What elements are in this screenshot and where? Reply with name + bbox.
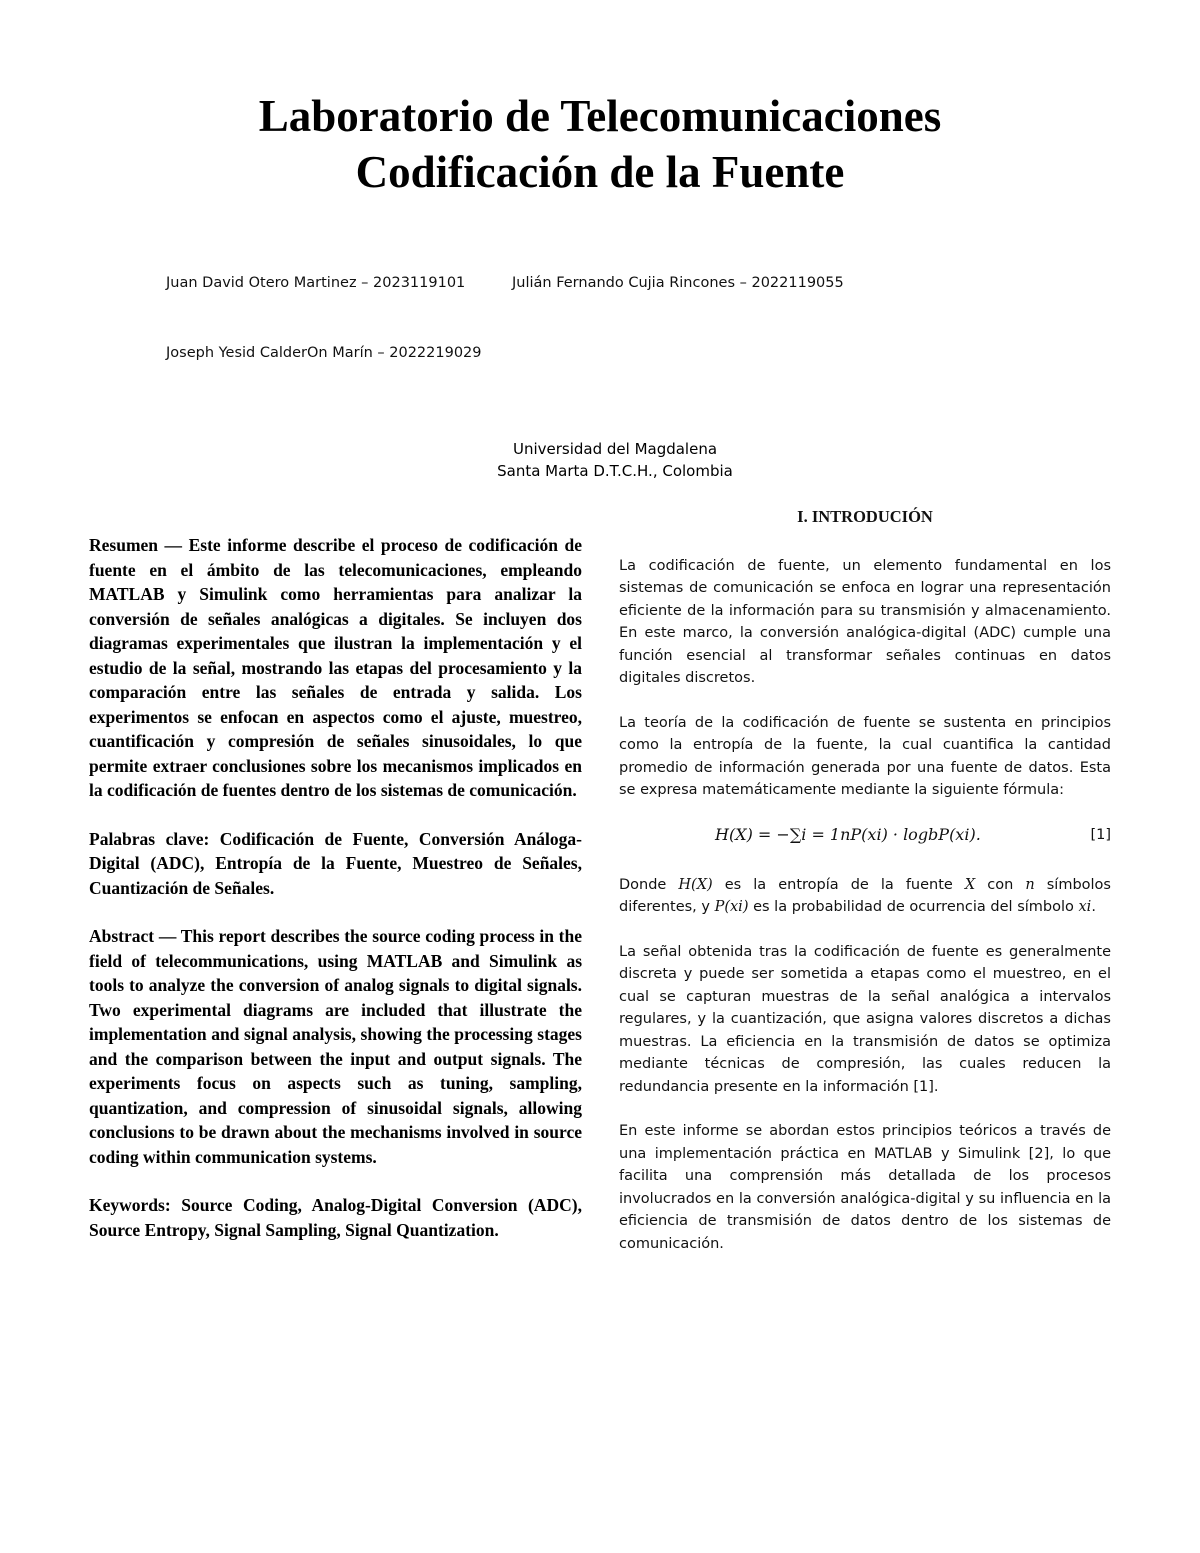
university: Universidad del Magdalena — [512, 440, 718, 458]
p3-text-c: con — [975, 876, 1026, 893]
formula-number: [1] — [1090, 826, 1111, 843]
math-n: n — [1025, 876, 1035, 893]
math-xi: xi — [1078, 899, 1092, 915]
author-2: Julián Fernando Cujia Rincones – 2022119055 — [512, 275, 844, 291]
palabras-clave: Palabras clave: Codificación de Fuente, Conversión Análoga-Digital (ADC), Entropía de la Fuente, Muestreo de Señales, Cuantización de Señales. — [89, 828, 582, 898]
formula-expression: H(X) = −∑i = 1nP(xi) · logbP(xi). — [715, 824, 981, 844]
keywords: Keywords: Source Coding, Analog-Digital Conversion (ADC), Source Entropy, Signal Sampling, Signal Quantization. — [89, 1195, 582, 1240]
math-x: X — [964, 876, 976, 893]
abstract: Abstract — This report describes the source coding process in the field of telecommunications, using MATLAB and Simulink as tools to analyze the conversion of analog signals to digital signals. Two experimental diagrams are included that illustrate the implementation and signal analysis, showing the processing stages and the comparison between the input and output signals. The experiments focus on aspects such as tuning, sampling, quantization, and compression of sinusoidal signals, allowing conclusions to be drawn about the mechanisms involved in source coding within communication systems. — [89, 926, 582, 1167]
title-line-2: Codificación de la Fuente — [355, 147, 845, 197]
intro-paragraph-3 — [619, 874, 1111, 919]
paper-title — [0, 88, 1200, 200]
author-1: Juan David Otero Martinez – 2023119101 — [166, 275, 466, 291]
resumen: Resumen — Este informe describe el proceso de codificación de fuente en el ámbito de las telecomunicaciones, empleando MATLAB y Simulink como herramientas para analizar la conversión de señales analógicas a digitales. Se incluyen dos diagramas experimentales que ilustran la implementación y el estudio de la señal, mostrando las etapas del procesamiento y la comparación entre las señales de entrada y salida. Los experimentos se enfocan en aspectos como el ajuste, muestreo, cuantificación y compresión de señales sinusoidales, lo que permite extraer conclusiones sobre los mecanismos implicados en la codificación de fuentes dentro de los sistemas de comunicación. — [89, 535, 582, 800]
right-column — [619, 506, 1111, 1277]
title-line-1: Laboratorio de Telecomunicaciones — [258, 91, 942, 141]
city: Santa Marta D.T.C.H., Colombia — [497, 462, 733, 480]
intro-paragraph-1: La codificación de fuente, un elemento fundamental en los sistemas de comunicación se enfoca en lograr una representación eficiente de la información para su transmisión y almacenamiento. En este marco, la conversión analógica-digital (ADC) cumple una función esencial al transformar señales continuas en datos digitales discretos. — [619, 557, 1111, 686]
p3-text-f: . — [1091, 899, 1096, 915]
math-pxi: P(xi) — [714, 899, 749, 915]
intro-paragraph-4: La señal obtenida tras la codificación de fuente es generalmente discreta y puede ser sometida a etapas como el muestreo, en el cual se capturan muestras de la señal analógica a intervalos regulares, y la cuantización, que asigna valores discretos a dichas muestras. La eficiencia en la transmisión de datos se optimiza mediante técnicas de compresión, las cuales reducen la redundancia presente en la información [1]. — [619, 943, 1111, 1095]
intro-paragraph-5: En este informe se abordan estos principios teóricos a través de una implementación práctica en MATLAB y Simulink [2], lo que facilita una comprensión más detallada de los procesos involucrados en la conversión analógica-digital y su influencia en la eficiencia de transmisión de datos dentro de los sistemas de comunicación. — [619, 1123, 1111, 1252]
p3-text-d: símbolos diferentes, y — [619, 876, 1111, 915]
entropy-formula — [619, 824, 1111, 850]
section-heading: I. INTRODUCIÓN — [797, 507, 933, 526]
left-column — [89, 533, 582, 1266]
p3-text-a: Donde — [619, 876, 679, 893]
author-3: Joseph Yesid CalderOn Marín – 2022219029 — [166, 345, 482, 361]
intro-paragraph-2: La teoría de la codificación de fuente se sustenta en principios como la entropía de la fuente, la cual cuantifica la cantidad promedio de información generada por una fuente de datos. Esta se expresa matemáticamente mediante la siguiente fórmula: — [619, 714, 1111, 798]
affiliation — [0, 438, 1200, 482]
math-hx: H(X) — [678, 876, 713, 893]
p3-text-b: es la entropía de la fuente — [712, 876, 965, 893]
p3-text-e: es la probabilidad de ocurrencia del símbolo — [748, 899, 1079, 915]
